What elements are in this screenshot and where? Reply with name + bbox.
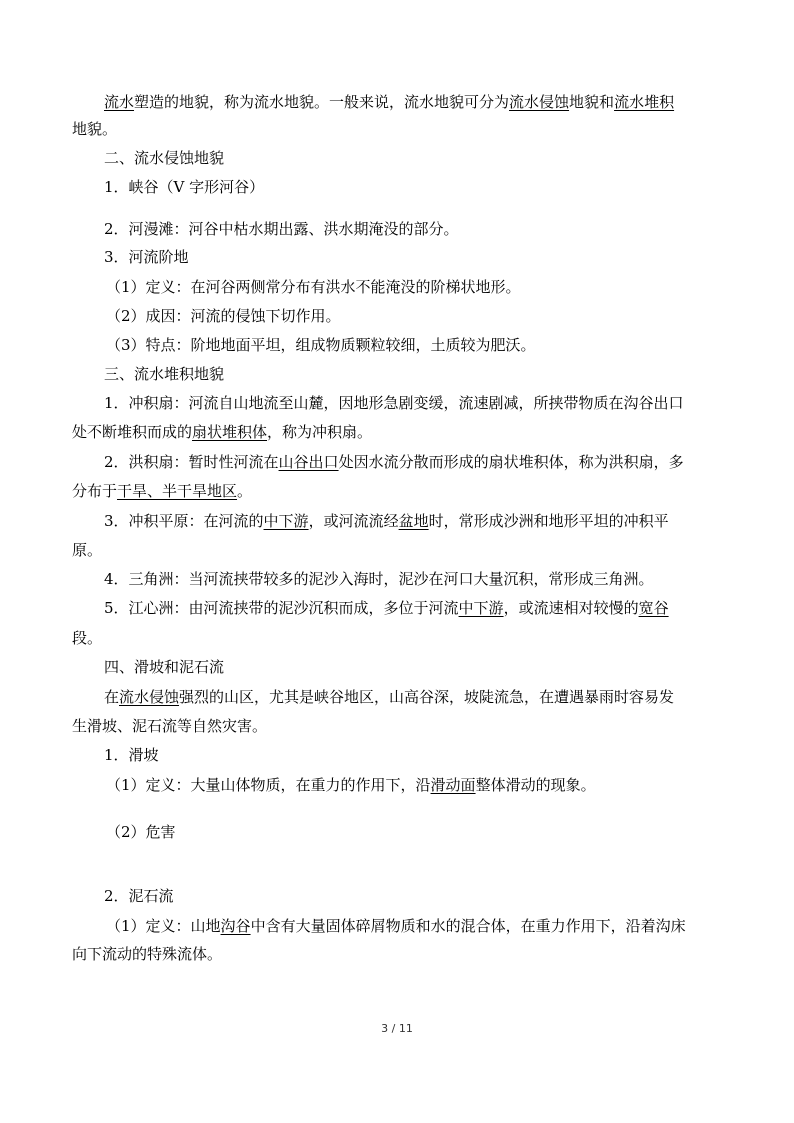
text-segment: 地貌。 — [72, 120, 118, 138]
text-segment: 强烈的山区，尤其是峡谷地区，山高谷深，坡陡流急，在遭遇暴雨时容易发 — [179, 688, 675, 706]
text-line — [104, 450, 684, 474]
text-segment: 2．河漫滩：河谷中枯水期出露、洪水期淹没的部分。 — [104, 220, 459, 238]
text-segment: 地貌和 — [569, 93, 615, 111]
underlined-term: 滑动面 — [430, 776, 476, 794]
text-line — [72, 942, 222, 966]
text-segment: 处不断堆积而成的 — [72, 423, 193, 441]
text-segment: 处因水流分散而形成的扇状堆积体，称为洪积扇，多 — [338, 453, 684, 471]
text-segment: 1．滑坡 — [104, 746, 159, 764]
text-segment: 在 — [104, 688, 120, 706]
text-segment: （1）定义：山地 — [106, 917, 221, 935]
text-segment: 生滑坡、泥石流等自然灾害。 — [72, 717, 268, 735]
text-line — [104, 596, 669, 620]
text-segment: 中含有大量固体碎屑物质和水的混合体，在重力作用下，沿着沟床 — [250, 917, 686, 935]
text-line — [104, 90, 674, 114]
text-segment: ，或流速相对较慢的 — [503, 599, 639, 617]
text-segment: ，称为冲积扇。 — [267, 423, 373, 441]
text-line — [72, 117, 117, 141]
text-segment: 向下流动的特殊流体。 — [72, 945, 223, 963]
text-line — [104, 217, 459, 241]
text-segment: 塑造的地貌，称为流水地貌。一般来说，流水地貌可分为 — [134, 93, 510, 111]
underlined-term: 山谷出口 — [278, 453, 339, 471]
text-segment: 3．冲积平原：在河流的 — [104, 512, 264, 530]
text-segment: 4．三角洲：当河流挟带较多的泥沙入海时，泥沙在河口大量沉积，常形成三角洲。 — [104, 570, 654, 588]
text-segment: 时，常形成沙洲和地形平坦的冲积平 — [428, 512, 669, 530]
text-segment: 三、流水堆积地貌 — [104, 365, 225, 383]
underlined-term: 中下游 — [458, 599, 504, 617]
underlined-term: 盆地 — [398, 512, 429, 530]
underlined-term: 宽谷 — [638, 599, 669, 617]
text-line — [72, 479, 252, 503]
underlined-term: 流水侵蚀 — [119, 688, 180, 706]
text-segment: 二、流水侵蚀地貌 — [104, 149, 225, 167]
text-segment: （1）定义：在河谷两侧常分布有洪水不能淹没的阶梯状地形。 — [106, 278, 521, 296]
underlined-term: 流水侵蚀 — [509, 93, 570, 111]
text-segment: 5．江心洲：由河流挟带的泥沙沉积而成，多位于河流 — [104, 599, 459, 617]
text-segment: （2）成因：河流的侵蚀下切作用。 — [106, 307, 341, 325]
text-line — [106, 914, 686, 938]
underlined-term: 干旱、半干旱地区 — [117, 482, 238, 500]
text-segment: ，或河流流经 — [308, 512, 399, 530]
text-segment: 整体滑动的现象。 — [475, 776, 596, 794]
text-line — [106, 304, 341, 328]
text-segment: 四、滑坡和泥石流 — [104, 658, 225, 676]
underlined-term: 流水堆积 — [614, 93, 675, 111]
text-line — [106, 275, 521, 299]
text-line — [106, 333, 536, 357]
text-line — [104, 175, 264, 199]
text-segment: 。 — [237, 482, 253, 500]
text-line — [72, 626, 102, 650]
text-segment: （1）定义：大量山体物质，在重力的作用下，沿 — [106, 776, 431, 794]
text-line — [104, 509, 669, 533]
text-line — [104, 685, 674, 709]
text-segment: 2．洪积扇：暂时性河流在 — [104, 453, 279, 471]
text-line — [72, 420, 372, 444]
text-line — [104, 655, 224, 679]
text-line — [104, 245, 189, 269]
underlined-term: 中下游 — [263, 512, 309, 530]
underlined-term: 沟谷 — [220, 917, 251, 935]
text-segment: 1．冲积扇：河流自山地流至山麓，因地形急剧变缓，流速剧减，所挟带物质在沟谷出口 — [104, 394, 684, 412]
text-segment: 原。 — [72, 541, 103, 559]
text-line — [104, 391, 684, 415]
text-line — [72, 538, 102, 562]
text-segment: 3．河流阶地 — [104, 248, 189, 266]
page-number: 3 / 11 — [381, 1022, 413, 1035]
underlined-term: 流水 — [104, 93, 135, 111]
text-line — [104, 362, 224, 386]
text-line — [106, 820, 176, 844]
text-segment: （2）危害 — [106, 823, 176, 841]
text-line — [106, 773, 596, 797]
text-line — [72, 714, 267, 738]
text-segment: 1．峡谷（V 字形河谷） — [104, 178, 265, 196]
underlined-term: 扇状堆积体 — [192, 423, 268, 441]
text-line — [104, 743, 159, 767]
text-line — [104, 146, 224, 170]
text-line — [104, 567, 654, 591]
text-segment: 分布于 — [72, 482, 118, 500]
text-segment: （3）特点：阶地地面平坦，组成物质颗粒较细，土质较为肥沃。 — [106, 336, 536, 354]
text-segment: 段。 — [72, 629, 103, 647]
text-segment: 2．泥石流 — [104, 887, 174, 905]
text-line — [104, 884, 174, 908]
